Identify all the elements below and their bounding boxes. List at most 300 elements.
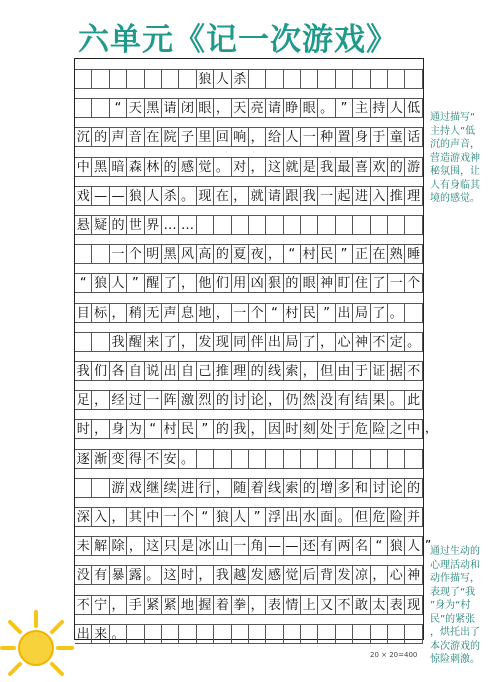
grid-cell: 没 bbox=[75, 565, 92, 585]
grid-cell: 宁 bbox=[92, 595, 109, 615]
grid-cell: 理 bbox=[232, 361, 249, 381]
grid-cell: ， bbox=[179, 273, 196, 293]
annotation-line: 心理活动和 bbox=[430, 559, 480, 571]
grid-cell: 杀 bbox=[232, 69, 249, 89]
grid-cell: 狼 bbox=[388, 536, 405, 556]
grid-cell: 醒 bbox=[145, 273, 162, 293]
overflow-punctuation: ， bbox=[425, 421, 438, 436]
grid-cell: 人 bbox=[232, 507, 249, 527]
grid-cell: 高 bbox=[197, 244, 214, 264]
grid-cell: 并 bbox=[405, 507, 422, 527]
grid-cell: 人 bbox=[145, 186, 162, 206]
grid-cell bbox=[301, 69, 318, 89]
grid-cell: 现 bbox=[214, 332, 231, 352]
grid-row bbox=[75, 244, 423, 264]
grid-cell bbox=[92, 332, 109, 352]
grid-row bbox=[75, 127, 423, 147]
grid-cell: 风 bbox=[179, 244, 196, 264]
grid-cell: 一 bbox=[301, 127, 318, 147]
grid-cell: 中 bbox=[75, 157, 92, 177]
grid-cell: 之 bbox=[388, 419, 405, 439]
grid-cell bbox=[336, 215, 353, 235]
grid-cell bbox=[371, 69, 388, 89]
grid-cell: 讨 bbox=[232, 390, 249, 410]
grid-cell: 推 bbox=[388, 186, 405, 206]
grid-cell: 自 bbox=[179, 361, 196, 381]
annotation-line: 本次游戏的 bbox=[430, 640, 480, 652]
grid-cell: ” bbox=[318, 303, 335, 323]
grid-cell: 发 bbox=[249, 565, 266, 585]
grid-cell: 己 bbox=[197, 361, 214, 381]
grid-cell bbox=[353, 624, 370, 644]
grid-cell: 山 bbox=[214, 536, 231, 556]
grid-cell: 醒 bbox=[127, 332, 144, 352]
grid-cell: 阵 bbox=[162, 390, 179, 410]
grid-cell: 其 bbox=[127, 507, 144, 527]
annotation-line: 秘氛围，让 bbox=[430, 166, 480, 177]
grid-cell bbox=[197, 624, 214, 644]
grid-cell: 地 bbox=[197, 303, 214, 323]
annotation-line: 人有身临其 bbox=[430, 179, 480, 191]
grid-cell: 于 bbox=[336, 419, 353, 439]
grid-cell bbox=[232, 624, 249, 644]
grid-cell bbox=[145, 69, 162, 89]
grid-cell: ， bbox=[92, 419, 109, 439]
grid-cell bbox=[388, 624, 405, 644]
grid-cell bbox=[388, 69, 405, 89]
grid-cell: ， bbox=[214, 478, 231, 498]
grid-cell bbox=[197, 449, 214, 469]
grid-cell: “ bbox=[266, 303, 283, 323]
grid-cell bbox=[388, 449, 405, 469]
grid-row bbox=[75, 186, 423, 206]
grid-cell bbox=[75, 332, 92, 352]
grid-cell: ” bbox=[336, 98, 353, 118]
grid-cell: 他 bbox=[197, 273, 214, 293]
grid-cell: 仍 bbox=[284, 390, 301, 410]
grid-cell: 神 bbox=[318, 273, 335, 293]
grid-row bbox=[75, 595, 423, 615]
grid-cell: 渐 bbox=[92, 449, 109, 469]
grid-cell: 界 bbox=[145, 215, 162, 235]
grid-cell: 天 bbox=[127, 98, 144, 118]
grid-cell bbox=[162, 69, 179, 89]
annotation-psychology bbox=[430, 545, 480, 667]
grid-cell bbox=[249, 624, 266, 644]
grid-cell bbox=[353, 69, 370, 89]
grid-cell: 出 bbox=[162, 361, 179, 381]
grid-cell: 。 bbox=[388, 303, 405, 323]
annotation-line: 表现了“我 bbox=[430, 586, 476, 598]
grid-cell: 人 bbox=[214, 69, 231, 89]
grid-cell: 们 bbox=[92, 361, 109, 381]
grid-cell: 是 bbox=[301, 157, 318, 177]
grid-cell: 请 bbox=[162, 98, 179, 118]
grid-cell: 。 bbox=[405, 332, 422, 352]
grid-cell: 着 bbox=[214, 595, 231, 615]
grid-cell: 继 bbox=[145, 478, 162, 498]
grid-cell: 熟 bbox=[388, 244, 405, 264]
grid-cell: 一 bbox=[145, 390, 162, 410]
grid-cell bbox=[162, 624, 179, 644]
grid-cell: 上 bbox=[301, 595, 318, 615]
annotation-host-voice bbox=[430, 111, 480, 206]
grid-cell: 对 bbox=[232, 157, 249, 177]
grid-cell bbox=[214, 215, 231, 235]
grid-row bbox=[75, 536, 432, 556]
grid-row bbox=[75, 273, 423, 293]
grid-cell: 地 bbox=[179, 595, 196, 615]
grid-cell: 最 bbox=[336, 157, 353, 177]
grid-row bbox=[75, 390, 423, 410]
grid-cell: — bbox=[284, 536, 301, 556]
grid-cell: 现 bbox=[405, 595, 422, 615]
grid-cell bbox=[318, 215, 335, 235]
grid-cell: 个 bbox=[249, 303, 266, 323]
grid-cell: — bbox=[110, 186, 127, 206]
grid-cell: ， bbox=[249, 127, 266, 147]
grid-cell: ， bbox=[301, 361, 318, 381]
grid-cell: 给 bbox=[266, 127, 283, 147]
sun-icon bbox=[0, 598, 80, 682]
grid-cell: 森 bbox=[127, 157, 144, 177]
grid-cell: 。 bbox=[179, 186, 196, 206]
grid-cell bbox=[75, 69, 92, 89]
grid-cell: “ bbox=[197, 507, 214, 527]
grid-cell: 一 bbox=[110, 244, 127, 264]
grid-cell: 神 bbox=[405, 565, 422, 585]
grid-cell bbox=[179, 69, 196, 89]
annotation-line: 主持人”低 bbox=[430, 125, 476, 137]
grid-cell: 们 bbox=[214, 273, 231, 293]
grid-cell: 拳 bbox=[232, 595, 249, 615]
grid-cell: 黑 bbox=[92, 157, 109, 177]
grid-cell: 讨 bbox=[371, 478, 388, 498]
grid-row bbox=[75, 624, 423, 644]
grid-cell: 深 bbox=[75, 507, 92, 527]
grid-row bbox=[75, 361, 423, 381]
grid-cell: 未 bbox=[75, 536, 92, 556]
grid-cell: 紧 bbox=[145, 595, 162, 615]
grid-cell bbox=[92, 478, 109, 498]
grid-cell: 有 bbox=[318, 536, 335, 556]
grid-cell bbox=[371, 449, 388, 469]
grid-cell: … bbox=[162, 215, 179, 235]
grid-cell: 各 bbox=[110, 361, 127, 381]
grid-cell: 眼 bbox=[197, 98, 214, 118]
grid-cell: 。 bbox=[214, 157, 231, 177]
grid-cell: 得 bbox=[127, 449, 144, 469]
grid-cell: 的 bbox=[301, 478, 318, 498]
grid-cell: 入 bbox=[371, 186, 388, 206]
grid-cell: 险 bbox=[388, 507, 405, 527]
grid-cell bbox=[127, 624, 144, 644]
grid-cell: 凶 bbox=[249, 273, 266, 293]
grid-cell: 水 bbox=[301, 507, 318, 527]
grid-cell bbox=[353, 449, 370, 469]
grid-cell: 我 bbox=[301, 186, 318, 206]
grid-cell: 着 bbox=[249, 478, 266, 498]
grid-cell: 感 bbox=[179, 157, 196, 177]
grid-cell: 子 bbox=[179, 127, 196, 147]
grid-cell: 低 bbox=[405, 98, 422, 118]
grid-cell: 果 bbox=[371, 390, 388, 410]
grid-cell: … bbox=[179, 215, 196, 235]
grid-cell: 标 bbox=[92, 303, 109, 323]
grid-cell: 了 bbox=[371, 303, 388, 323]
grid-cell: 然 bbox=[301, 390, 318, 410]
grid-cell: 疑 bbox=[92, 215, 109, 235]
grid-cell: ， bbox=[110, 507, 127, 527]
grid-cell: 。 bbox=[318, 98, 335, 118]
grid-cell: ， bbox=[249, 157, 266, 177]
grid-cell: 悬 bbox=[75, 215, 92, 235]
grid-cell: 。 bbox=[388, 390, 405, 410]
grid-cell: 就 bbox=[284, 157, 301, 177]
grid-cell: 中 bbox=[145, 507, 162, 527]
grid-cell: 处 bbox=[318, 419, 335, 439]
grid-cell: 持 bbox=[371, 98, 388, 118]
grid-cell: 太 bbox=[371, 595, 388, 615]
grid-cell bbox=[75, 98, 92, 118]
grid-cell: ， bbox=[249, 595, 266, 615]
grid-cell: 狠 bbox=[266, 273, 283, 293]
grid-cell: 理 bbox=[405, 186, 422, 206]
grid-cell: 局 bbox=[353, 303, 370, 323]
grid-cell bbox=[145, 624, 162, 644]
grid-cell: ， bbox=[214, 303, 231, 323]
grid-cell bbox=[301, 215, 318, 235]
grid-cell: 时 bbox=[284, 419, 301, 439]
grid-cell: 索 bbox=[284, 478, 301, 498]
grid-cell: ， bbox=[266, 244, 283, 264]
grid-cell: 一 bbox=[232, 303, 249, 323]
grid-cell: 一 bbox=[162, 507, 179, 527]
grid-cell: 的 bbox=[405, 478, 422, 498]
grid-cell: 话 bbox=[405, 127, 422, 147]
grid-cell bbox=[232, 215, 249, 235]
grid-cell bbox=[92, 98, 109, 118]
grid-cell: 来 bbox=[92, 624, 109, 644]
grid-cell: 请 bbox=[266, 98, 283, 118]
grid-cell: 只 bbox=[162, 536, 179, 556]
grid-cell: 但 bbox=[353, 507, 370, 527]
grid-cell: 发 bbox=[197, 332, 214, 352]
grid-cell: ” bbox=[336, 244, 353, 264]
grid-cell: 的 bbox=[214, 390, 231, 410]
grid-cell: 个 bbox=[179, 507, 196, 527]
grid-cell: 一 bbox=[232, 536, 249, 556]
grid-cell: 和 bbox=[353, 478, 370, 498]
grid-cell: 在 bbox=[145, 127, 162, 147]
grid-cell bbox=[318, 69, 335, 89]
grid-cell: 民 bbox=[179, 419, 196, 439]
grid-cell bbox=[405, 215, 422, 235]
grid-cell: 暴 bbox=[110, 565, 127, 585]
grid-cell: “ bbox=[371, 536, 388, 556]
grid-cell: 但 bbox=[318, 361, 335, 381]
grid-cell: 两 bbox=[336, 536, 353, 556]
grid-cell: 游 bbox=[405, 157, 422, 177]
grid-row bbox=[75, 565, 423, 585]
grid-cell bbox=[405, 624, 422, 644]
grid-cell bbox=[371, 215, 388, 235]
grid-cell: 个 bbox=[127, 244, 144, 264]
grid-row bbox=[75, 303, 423, 323]
grid-cell bbox=[249, 69, 266, 89]
grid-cell: 烈 bbox=[197, 390, 214, 410]
grid-cell: 在 bbox=[371, 244, 388, 264]
grid-cell: ” bbox=[249, 507, 266, 527]
grid-cell: 在 bbox=[214, 186, 231, 206]
grid-cell: 危 bbox=[371, 507, 388, 527]
grid-cell bbox=[232, 449, 249, 469]
grid-cell: 沉 bbox=[75, 127, 92, 147]
grid-row bbox=[75, 215, 423, 235]
grid-cell: 这 bbox=[145, 536, 162, 556]
grid-cell: 时 bbox=[179, 565, 196, 585]
grid-cell: 现 bbox=[197, 186, 214, 206]
grid-cell: 息 bbox=[179, 303, 196, 323]
grid-cell: 请 bbox=[266, 186, 283, 206]
grid-cell: 无 bbox=[145, 303, 162, 323]
grid-cell: 我 bbox=[110, 332, 127, 352]
grid-cell: 主 bbox=[353, 98, 370, 118]
grid-cell: 狼 bbox=[127, 186, 144, 206]
grid-cell: 黑 bbox=[145, 98, 162, 118]
grid-cell: 紧 bbox=[162, 595, 179, 615]
grid-cell bbox=[284, 69, 301, 89]
annotation-line: ”身为“村 bbox=[430, 600, 471, 611]
grid-cell: 睡 bbox=[405, 244, 422, 264]
grid-cell bbox=[318, 624, 335, 644]
grid-cell: 狼 bbox=[92, 273, 109, 293]
grid-cell: “ bbox=[110, 98, 127, 118]
grid-cell bbox=[249, 449, 266, 469]
grid-cell bbox=[266, 449, 283, 469]
grid-cell: 出 bbox=[75, 624, 92, 644]
grid-cell: 的 bbox=[214, 419, 231, 439]
grid-cell: ， bbox=[232, 186, 249, 206]
grid-cell: ， bbox=[318, 332, 335, 352]
grid-cell: ， bbox=[110, 595, 127, 615]
grid-cell: 过 bbox=[127, 390, 144, 410]
grid-row bbox=[75, 478, 423, 498]
grid-cell: 暗 bbox=[110, 157, 127, 177]
grid-cell: 为 bbox=[127, 419, 144, 439]
grid-cell: 天 bbox=[232, 98, 249, 118]
grid-cell: 起 bbox=[336, 186, 353, 206]
grid-cell: 了 bbox=[162, 273, 179, 293]
grid-cell: ” bbox=[197, 419, 214, 439]
grid-cell: 激 bbox=[179, 390, 196, 410]
grid-cell: 于 bbox=[353, 361, 370, 381]
grid-cell: 回 bbox=[214, 127, 231, 147]
grid-cell: 行 bbox=[197, 478, 214, 498]
grid-cell: 有 bbox=[336, 390, 353, 410]
grid-cell: 由 bbox=[336, 361, 353, 381]
grid-cell: 眼 bbox=[301, 98, 318, 118]
grid-cell: 。 bbox=[110, 624, 127, 644]
grid-cell: 戏 bbox=[127, 478, 144, 498]
grid-cell: 不 bbox=[75, 595, 92, 615]
grid-cell: 我 bbox=[214, 565, 231, 585]
grid-cell: 于 bbox=[371, 127, 388, 147]
grid-row bbox=[75, 157, 423, 177]
grid-cell: 狼 bbox=[214, 507, 231, 527]
grid-cell: 后 bbox=[301, 565, 318, 585]
grid-cell: 的 bbox=[92, 127, 109, 147]
grid-cell: 凉 bbox=[353, 565, 370, 585]
grid-cell bbox=[318, 449, 335, 469]
grid-cell: 表 bbox=[266, 595, 283, 615]
grid-cell bbox=[336, 69, 353, 89]
grid-cell: 我 bbox=[232, 419, 249, 439]
grid-cell: 稍 bbox=[127, 303, 144, 323]
grid-cell: 音 bbox=[127, 127, 144, 147]
grid-cell: 正 bbox=[353, 244, 370, 264]
grid-cell: ， bbox=[179, 332, 196, 352]
grid-cell: 定 bbox=[388, 332, 405, 352]
grid-cell: 民 bbox=[301, 303, 318, 323]
grid-cell bbox=[92, 69, 109, 89]
grid-cell: “ bbox=[284, 244, 301, 264]
overflow-punctuation: ” bbox=[425, 538, 432, 553]
annotation-line: ，烘托出了 bbox=[430, 627, 480, 638]
grid-cell bbox=[405, 69, 422, 89]
grid-cell: 出 bbox=[284, 507, 301, 527]
grid-cell: 这 bbox=[162, 565, 179, 585]
annotation-line: 营造游戏神 bbox=[430, 152, 480, 164]
grid-cell: 据 bbox=[388, 361, 405, 381]
grid-cell: 睁 bbox=[284, 98, 301, 118]
grid-cell: 用 bbox=[232, 273, 249, 293]
grid-cell: 这 bbox=[266, 157, 283, 177]
grid-cell: ， bbox=[249, 419, 266, 439]
grid-cell: 村 bbox=[284, 303, 301, 323]
grid-cell: 的 bbox=[388, 157, 405, 177]
grid-cell: 论 bbox=[388, 478, 405, 498]
grid-cell bbox=[388, 215, 405, 235]
manuscript-grid bbox=[74, 58, 438, 642]
grid-cell: 随 bbox=[232, 478, 249, 498]
grid-row bbox=[75, 69, 423, 89]
grid-count-label: 20 × 20=400 bbox=[370, 651, 418, 659]
grid-cell: 说 bbox=[145, 361, 162, 381]
grid-cell: ， bbox=[92, 390, 109, 410]
grid-cell: 觉 bbox=[284, 565, 301, 585]
grid-cell: 刻 bbox=[301, 419, 318, 439]
grid-cell: 因 bbox=[266, 419, 283, 439]
grid-cell: 的 bbox=[162, 157, 179, 177]
grid-cell: 黑 bbox=[162, 244, 179, 264]
grid-cell bbox=[301, 624, 318, 644]
grid-cell: 推 bbox=[214, 361, 231, 381]
grid-cell bbox=[301, 449, 318, 469]
grid-cell: 游 bbox=[110, 478, 127, 498]
grid-cell: 。 bbox=[179, 449, 196, 469]
grid-cell: 闭 bbox=[179, 98, 196, 118]
grid-cell: 除 bbox=[110, 536, 127, 556]
grid-cell: 是 bbox=[179, 536, 196, 556]
grid-cell bbox=[214, 449, 231, 469]
grid-cell bbox=[249, 215, 266, 235]
grid-cell bbox=[266, 624, 283, 644]
grid-cell bbox=[92, 244, 109, 264]
grid-cell: 亮 bbox=[249, 98, 266, 118]
grid-cell bbox=[214, 624, 231, 644]
grid-cell: 续 bbox=[162, 478, 179, 498]
